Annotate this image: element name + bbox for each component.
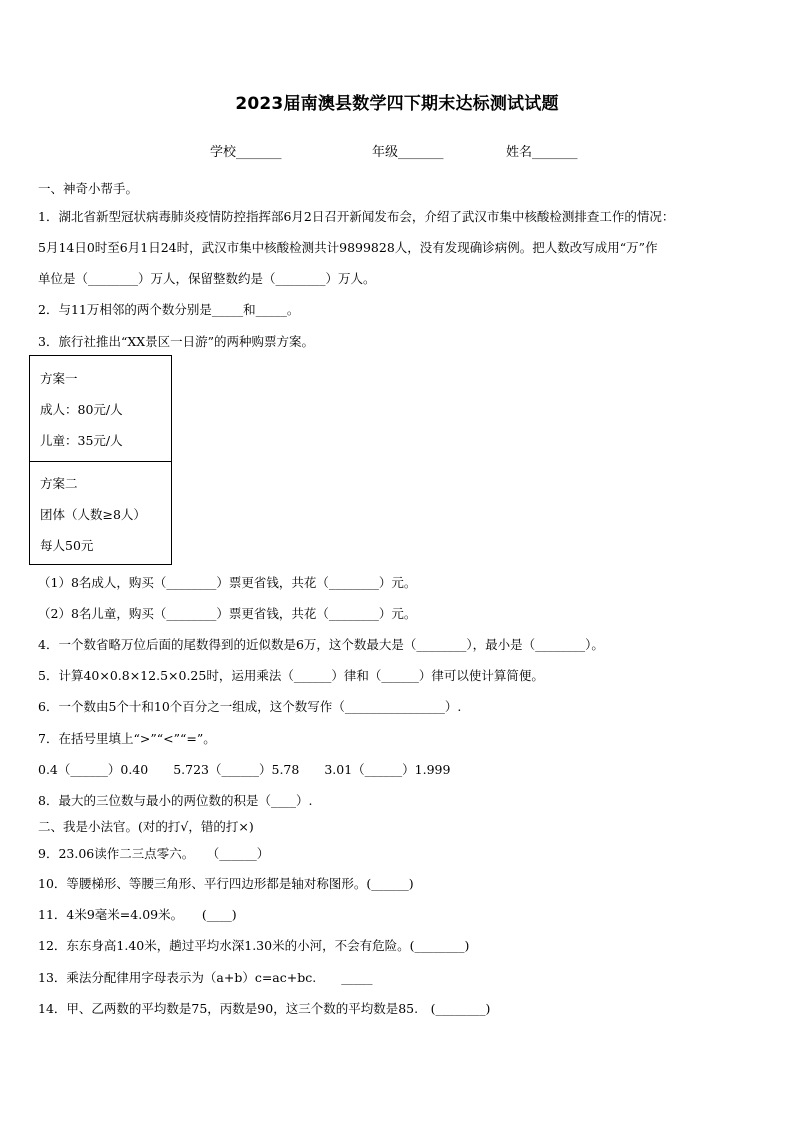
- plan-1-adult: 成人：80元/人: [40, 402, 123, 417]
- question-3-part-2: （2）8名儿童，购买（________）票更省钱，共花（________）元。: [38, 606, 417, 621]
- section-heading-2: 二、我是小法官。(对的打√，错的打×): [38, 819, 254, 834]
- plans-divider: [30, 461, 171, 462]
- question-5: 5．计算40×0.8×12.5×0.25时，运用乘法（______）律和（______）律可以使计算简便。: [38, 668, 544, 683]
- question-6: 6．一个数由5个十和10个百分之一组成，这个数写作（________________）.: [38, 699, 462, 714]
- name-field: 姓名_______: [506, 145, 578, 160]
- ticket-plans-box: [29, 355, 172, 565]
- question-7-items: 0.4（______）0.40 5.723（______）5.78 3.01（______）1.999: [38, 762, 451, 777]
- question-4: 4．一个数省略万位后面的尾数得到的近似数是6万，这个数最大是（________），最小是（________）。: [38, 637, 604, 652]
- question-1-line-1: 1．湖北省新型冠状病毒肺炎疫情防控指挥部6月2日召开新闻发布会，介绍了武汉市集中核酸检测排查工作的情况：: [38, 209, 675, 224]
- question-13: 13．乘法分配律用字母表示为（a+b）c=ac+bc. _____: [38, 970, 373, 985]
- grade-field: 年级_______: [372, 145, 444, 160]
- question-3: 3．旅行社推出“XX景区一日游”的两种购票方案。: [38, 334, 315, 349]
- plan-2-group: 团体（人数≥8人）: [40, 507, 146, 522]
- plan-2-price: 每人50元: [40, 538, 94, 553]
- question-1-line-2: 5月14日0时至6月1日24时，武汉市集中核酸检测共计9899828人，没有发现确诊病例。把人数改写成用“万”作: [38, 240, 658, 255]
- section-heading-1: 一、神奇小帮手。: [38, 181, 139, 196]
- question-11: 11．4米9毫米=4.09米。 (____): [38, 907, 237, 922]
- question-1-line-3: 单位是（________）万人，保留整数约是（________）万人。: [38, 271, 376, 286]
- plan-1-title: 方案一: [40, 371, 78, 386]
- question-9: 9．23.06读作二三点零六。 （______）: [38, 846, 270, 861]
- question-12: 12．东东身高1.40米，趟过平均水深1.30米的小河，不会有危险。(________): [38, 938, 470, 953]
- school-field: 学校_______: [210, 145, 282, 160]
- question-7: 7．在括号里填上“>”“<”“=”。: [38, 731, 216, 746]
- question-10: 10．等腰梯形、等腰三角形、平行四边形都是轴对称图形。(______): [38, 876, 414, 891]
- plan-1-child: 儿童：35元/人: [40, 433, 123, 448]
- question-8: 8．最大的三位数与最小的两位数的积是（____）.: [38, 793, 313, 808]
- question-2: 2．与11万相邻的两个数分别是_____和_____。: [38, 302, 300, 317]
- question-14: 14．甲、乙两数的平均数是75，丙数是90，这三个数的平均数是85. (________): [38, 1001, 491, 1016]
- page-title: 2023届南澳县数学四下期末达标测试试题: [235, 94, 559, 114]
- question-3-part-1: （1）8名成人，购买（________）票更省钱，共花（________）元。: [38, 575, 417, 590]
- plan-2-title: 方案二: [40, 476, 78, 491]
